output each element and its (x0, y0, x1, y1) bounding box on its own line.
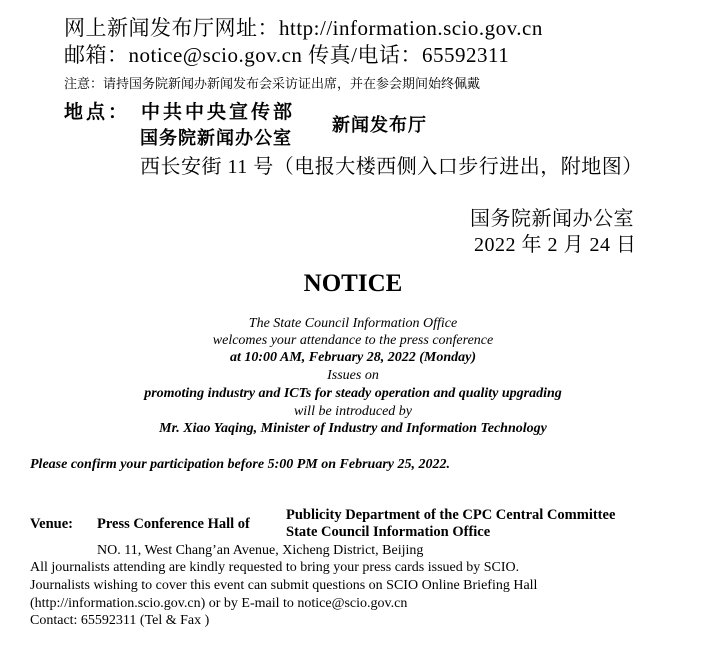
email-line: 邮箱：notice@scio.gov.cn 传真/电话：65592311 (64, 43, 510, 67)
venue-hall-of: Press Conference Hall of (97, 516, 250, 532)
notice-line4: Issues on (327, 368, 379, 383)
venue-org2: State Council Information Office (286, 524, 491, 540)
sign-date-cn: 2022 年 2 月 24 日 (474, 234, 637, 256)
notice-line1: The State Council Information Office (248, 316, 458, 331)
footer-line4: Contact: 65592311 (Tel & Fax ) (30, 613, 210, 628)
venue-label: Venue: (30, 516, 73, 532)
location-org1-cn: 中共中央宣传部 (141, 102, 296, 123)
website-line: 网上新闻发布厅网址：http://information.scio.gov.cn (64, 16, 543, 40)
note-line: 注意：请持国务院新闻办新闻发布会采访证出席，并在参会期间始终佩戴 (64, 76, 481, 91)
location-org2-cn: 国务院新闻办公室 (140, 128, 292, 148)
notice-line7: Mr. Xiao Yaqing, Minister of Industry and Information Technology (159, 421, 547, 436)
footer-line2: Journalists wishing to cover this event can submit questions on SCIO Online Briefing Hall (30, 578, 538, 593)
notice-title: NOTICE (303, 270, 403, 297)
venue-org1: Publicity Department of the CPC Central Committee (286, 507, 616, 523)
footer-line3: (http://information.scio.gov.cn) or by E-mail to notice@scio.gov.cn (30, 596, 408, 611)
location-hall-cn: 新闻发布厅 (332, 115, 427, 135)
confirm-line: Please confirm your participation before 5:00 PM on February 25, 2022. (30, 457, 450, 472)
notice-line5: promoting industry and ICTs for steady operation and quality upgrading (144, 386, 562, 401)
venue-address: NO. 11, West Chang’an Avenue, Xicheng District, Beijing (97, 543, 424, 558)
footer-line1: All journalists attending are kindly requested to bring your press cards issued by SCIO. (30, 560, 520, 575)
notice-line3: at 10:00 AM, February 28, 2022 (Monday) (229, 350, 477, 365)
location-label-cn: 地点： (64, 102, 131, 123)
notice-line6: will be introduced by (293, 404, 413, 419)
sign-office-cn: 国务院新闻办公室 (470, 208, 634, 230)
location-address-cn: 西长安街 11 号（电报大楼西侧入口步行进出，附地图） (140, 156, 643, 178)
notice-line2: welcomes your attendance to the press conference (212, 333, 494, 348)
